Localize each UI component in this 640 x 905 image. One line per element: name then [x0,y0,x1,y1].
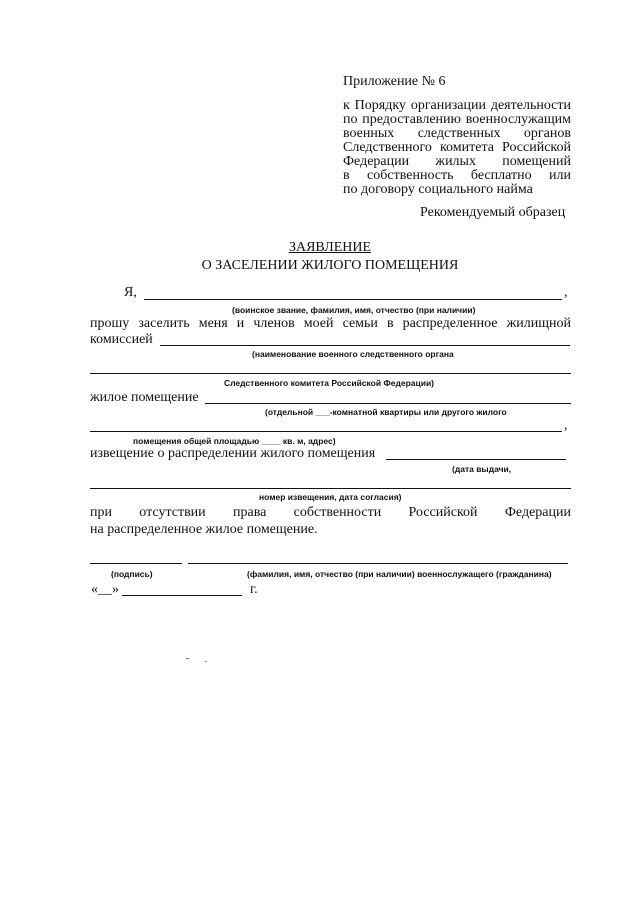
comma: , [564,285,568,300]
appendix-line: Федерации жилых помещений [343,154,571,169]
comma: , [564,418,568,433]
housing-label: жилое помещение [90,390,199,405]
housing-field-line[interactable] [205,403,571,404]
appendix-title: Приложение № 6 [343,74,446,89]
hint-committee: Следственного комитета Российской Федерации) [224,378,434,388]
request-text: прошу заселить меня и членов моей семьи в распределенное жилищной [90,316,571,331]
appendix-line: по предоставлению военнослужащим [343,112,571,127]
pronoun-label: Я, [124,285,137,300]
appendix-line: по договору социального найма [343,182,533,197]
name-field-line[interactable] [144,299,562,300]
commission-label: комиссией [90,332,153,347]
scan-speck [186,658,189,659]
hint-organ: (наименование военного следственного органа [252,349,454,359]
absence-text: при отсутствии права собственности Российской Федерации [90,505,571,520]
address-field-line[interactable] [90,431,562,432]
absence-text-end: на распределенное жилое помещение. [90,522,318,537]
hint-fio: (фамилия, имя, отчество (при наличии) военнослужащего (гражданина) [247,569,552,579]
appendix-line: к Порядку организации деятельности [343,98,571,113]
appendix-line: военных следственных органов [343,126,571,141]
scan-speck [205,661,207,662]
hint-apartment: (отдельной ___-комнатной квартиры или другого жилого [265,407,507,417]
appendix-reference [343,99,571,197]
form-subtitle: О ЗАСЕЛЕНИИ ЖИЛОГО ПОМЕЩЕНИЯ [201,258,459,273]
appendix-line: в собственность бесплатно или [343,168,571,183]
recommended-sample: Рекомендуемый образец [420,205,566,220]
signature-field-line[interactable] [90,563,182,564]
form-title: ЗАЯВЛЕНИЕ [288,240,372,255]
notice-label: извещение о распределении жилого помещения [90,446,376,461]
hint-name: (воинское звание, фамилия, имя, отчество (при наличии) [232,305,476,315]
notice-number-field-line[interactable] [90,488,571,489]
date-day: «__» [91,582,119,597]
organ-field-line[interactable] [160,345,570,346]
hint-date: (дата выдачи, [452,464,512,474]
hint-signature: (подпись) [111,569,153,579]
date-year-suffix: г. [250,582,258,597]
hint-area: помещения общей площадью ____ кв. м, адрес) [133,436,336,446]
organ-field-line-2[interactable] [90,373,571,374]
date-month-field-line[interactable] [122,595,242,596]
appendix-line: Следственного комитета Российской [343,140,571,155]
hint-number: номер извещения, дата согласия) [259,492,402,502]
fio-field-line[interactable] [188,563,568,564]
notice-field-line[interactable] [386,459,566,460]
